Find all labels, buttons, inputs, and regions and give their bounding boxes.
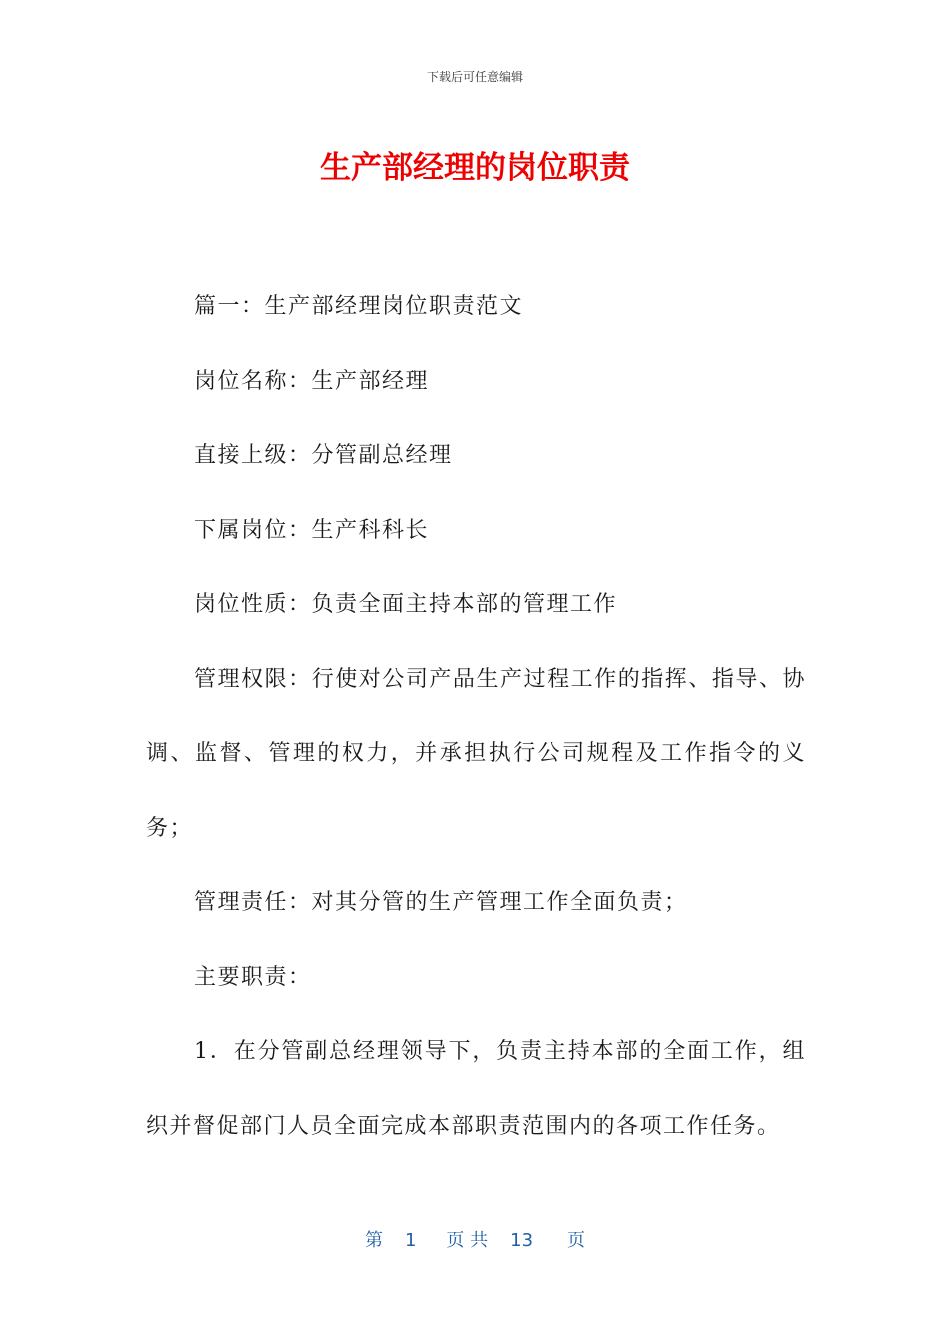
paragraph: 篇一：生产部经理岗位职责范文	[194, 294, 524, 319]
footer-prefix: 第	[364, 1230, 383, 1251]
footer-suffix: 页	[567, 1230, 586, 1251]
paragraph: 1．在分管副总经理领导下，负责主持本部的全面工作，组织并督促部门人员全面完成本部职责范围内的各项工作任务。	[146, 1039, 806, 1139]
footer-current-page: 1	[404, 1230, 417, 1251]
paragraph: 岗位性质：负责全面主持本部的管理工作	[194, 592, 618, 617]
paragraph: 直接上级：分管副总经理	[194, 443, 453, 468]
paragraph: 下属岗位：生产科科长	[194, 517, 430, 543]
footer-middle: 页 共	[446, 1230, 489, 1251]
paragraph: 主要职责：	[194, 964, 312, 990]
document-body	[146, 270, 806, 1164]
page-footer	[0, 1226, 950, 1252]
paragraph: 管理权限：行使对公司产品生产过程工作的指挥、指导、协调、监督、管理的权力，并承担执行公司规程及工作指令的义务；	[146, 666, 806, 841]
footer-total-pages: 13	[510, 1230, 534, 1251]
header-note: 下载后可任意编辑	[426, 70, 523, 84]
document-title: 生产部经理的岗位职责	[320, 150, 630, 186]
paragraph: 管理责任：对其分管的生产管理工作全面负责；	[194, 890, 688, 915]
paragraph: 岗位名称：生产部经理	[194, 368, 430, 394]
